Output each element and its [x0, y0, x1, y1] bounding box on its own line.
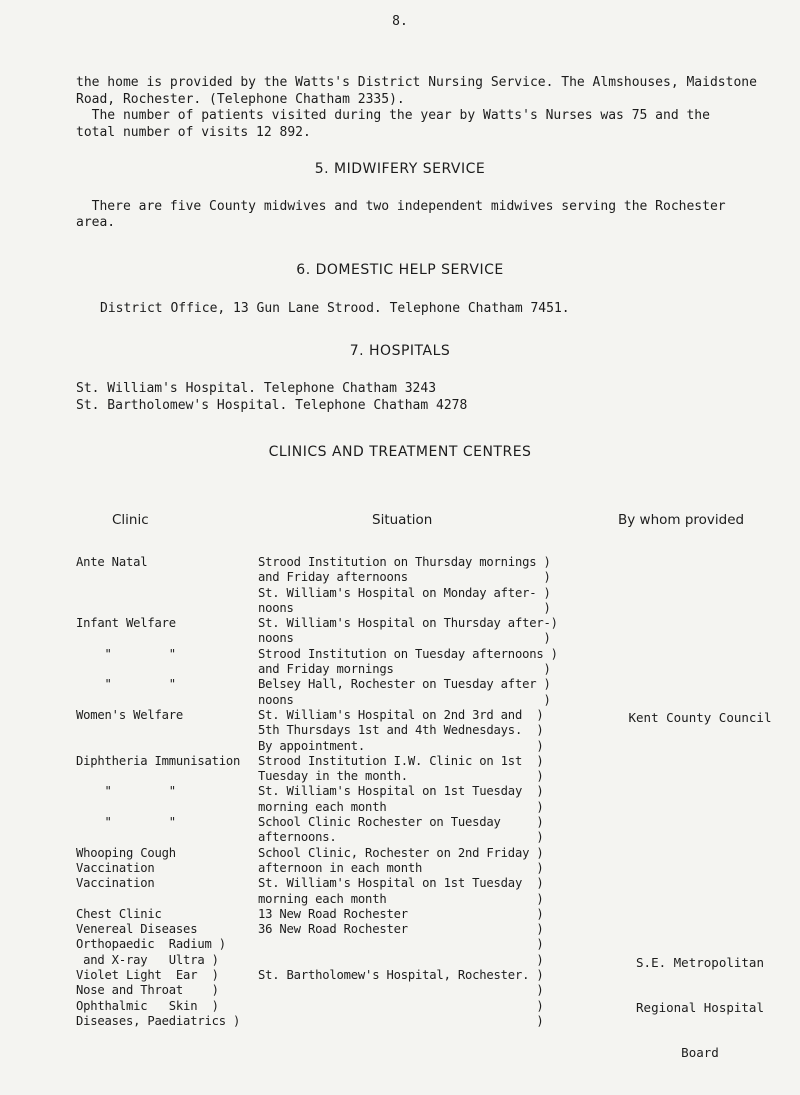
situation-row: ) — [258, 983, 544, 998]
clinic-row — [76, 570, 256, 585]
situation-row: ) — [258, 1013, 544, 1028]
clinic-row: Venereal Diseases — [76, 922, 198, 937]
clinic-row: and X-ray Ultra ) — [76, 952, 219, 967]
situation-row: Belsey Hall, Rochester on Tuesday after ) — [258, 677, 551, 692]
text-line: Road, Rochester. (Telephone Chatham 2335). — [76, 92, 405, 107]
situation-row: 13 New Road Rochester ) — [258, 906, 544, 921]
clinic-column-header: Clinic — [112, 512, 149, 528]
clinic-row: Women's Welfare — [76, 707, 184, 722]
situation-column — [258, 555, 603, 1029]
situation-row: Strood Institution I.W. Clinic on 1st ) — [258, 753, 544, 768]
situation-row: morning each month ) — [258, 891, 544, 906]
clinic-row — [76, 769, 256, 784]
situation-row: St. Bartholomew's Hospital, Rochester. ) — [258, 968, 544, 983]
clinic-row: Violet Light Ear ) — [76, 968, 219, 983]
clinic-row: Orthopaedic Radium ) — [76, 937, 226, 952]
clinic-row: Whooping Cough — [76, 845, 176, 860]
text-line: area. — [76, 215, 116, 230]
situation-row: 5th Thursdays 1st and 4th Wednesdays. ) — [258, 723, 544, 738]
clinic-row: Chest Clinic — [76, 906, 162, 921]
situation-row: By appointment. ) — [258, 738, 544, 753]
provider-line: Board — [681, 1045, 719, 1060]
clinic-row: Diphtheria Immunisation — [76, 753, 241, 768]
situation-row: School Clinic, Rochester on 2nd Friday ) — [258, 845, 544, 860]
situation-row: noons ) — [258, 600, 551, 615]
situation-row: afternoon in each month ) — [258, 860, 544, 875]
situation-row: Tuesday in the month. ) — [258, 769, 544, 784]
clinic-row: " " — [76, 784, 176, 799]
provider-line: S.E. Metropolitan — [636, 955, 764, 970]
text-line: the home is provided by the Watts's District Nursing Service. The Almshouses, Maidstone — [76, 75, 757, 90]
page-number: 8. — [392, 14, 408, 29]
midwifery-heading: 5. MIDWIFERY SERVICE — [314, 161, 486, 177]
situation-row: ) — [258, 937, 544, 952]
clinic-row — [76, 586, 256, 601]
text-line: There are five County midwives and two independent midwives serving the Rochester — [76, 199, 726, 214]
clinic-row: " " — [76, 815, 176, 830]
situation-row: St. William's Hospital on 2nd 3rd and ) — [258, 707, 544, 722]
situation-column-header: Situation — [372, 512, 433, 528]
clinic-row — [76, 739, 256, 754]
clinic-row — [76, 830, 256, 845]
clinic-row — [76, 800, 256, 815]
clinic-row: Nose and Throat ) — [76, 983, 219, 998]
clinic-row — [76, 601, 256, 616]
text-line: The number of patients visited during the year by Watts's Nurses was 75 and the — [76, 108, 710, 123]
domestic-help-office: District Office, 13 Gun Lane Strood. Telephone Chatham 7451. — [100, 301, 570, 316]
provider-line: Regional Hospital — [636, 1000, 764, 1015]
situation-row: afternoons. ) — [258, 830, 544, 845]
situation-row: St. William's Hospital on Thursday after-) — [258, 616, 558, 631]
provider-kent-county-council: Kent County Council — [628, 710, 772, 725]
clinic-column — [76, 555, 256, 1029]
provider-column-header: By whom provided — [618, 512, 745, 528]
clinic-row: Ophthalmic Skin ) — [76, 998, 219, 1013]
clinic-row: Diseases, Paediatrics ) — [76, 1013, 241, 1028]
clinic-row: Vaccination — [76, 876, 155, 891]
situation-row: ) — [258, 952, 544, 967]
hospital-line: St. Bartholomew's Hospital. Telephone Chatham 4278 — [76, 398, 468, 413]
clinic-row — [76, 723, 256, 738]
hospitals-heading: 7. HOSPITALS — [349, 343, 451, 359]
situation-row: School Clinic Rochester on Tuesday ) — [258, 815, 544, 830]
situation-row: St. William's Hospital on Monday after- ) — [258, 585, 551, 600]
situation-row: morning each month ) — [258, 799, 544, 814]
hospital-line: St. William's Hospital. Telephone Chatham 3243 — [76, 381, 437, 396]
clinic-row: Vaccination — [76, 860, 155, 875]
situation-row: St. William's Hospital on 1st Tuesday ) — [258, 784, 544, 799]
situation-row: noons ) — [258, 631, 551, 646]
clinics-heading: CLINICS AND TREATMENT CENTRES — [268, 444, 532, 460]
situation-row: Strood Institution on Tuesday afternoons ) — [258, 646, 558, 661]
situation-row: 36 New Road Rochester ) — [258, 922, 544, 937]
clinic-row — [76, 662, 256, 677]
clinic-row — [76, 693, 256, 708]
text-line: total number of visits 12 892. — [76, 125, 311, 140]
clinic-row: Ante Natal — [76, 555, 148, 569]
clinic-row: " " — [76, 677, 176, 692]
situation-row: and Friday afternoons ) — [258, 570, 551, 585]
situation-row: ) — [258, 998, 544, 1013]
situation-row: and Friday mornings ) — [258, 662, 551, 677]
clinic-row: " " — [76, 646, 176, 661]
situation-row: Strood Institution on Thursday mornings ) — [258, 555, 551, 569]
domestic-help-heading: 6. DOMESTIC HELP SERVICE — [296, 262, 504, 278]
clinic-row — [76, 631, 256, 646]
provider-se-metropolitan — [610, 925, 790, 1075]
situation-row: noons ) — [258, 692, 551, 707]
situation-row: St. William's Hospital on 1st Tuesday ) — [258, 876, 544, 891]
clinic-row — [76, 892, 256, 907]
clinic-row: Infant Welfare — [76, 616, 176, 631]
